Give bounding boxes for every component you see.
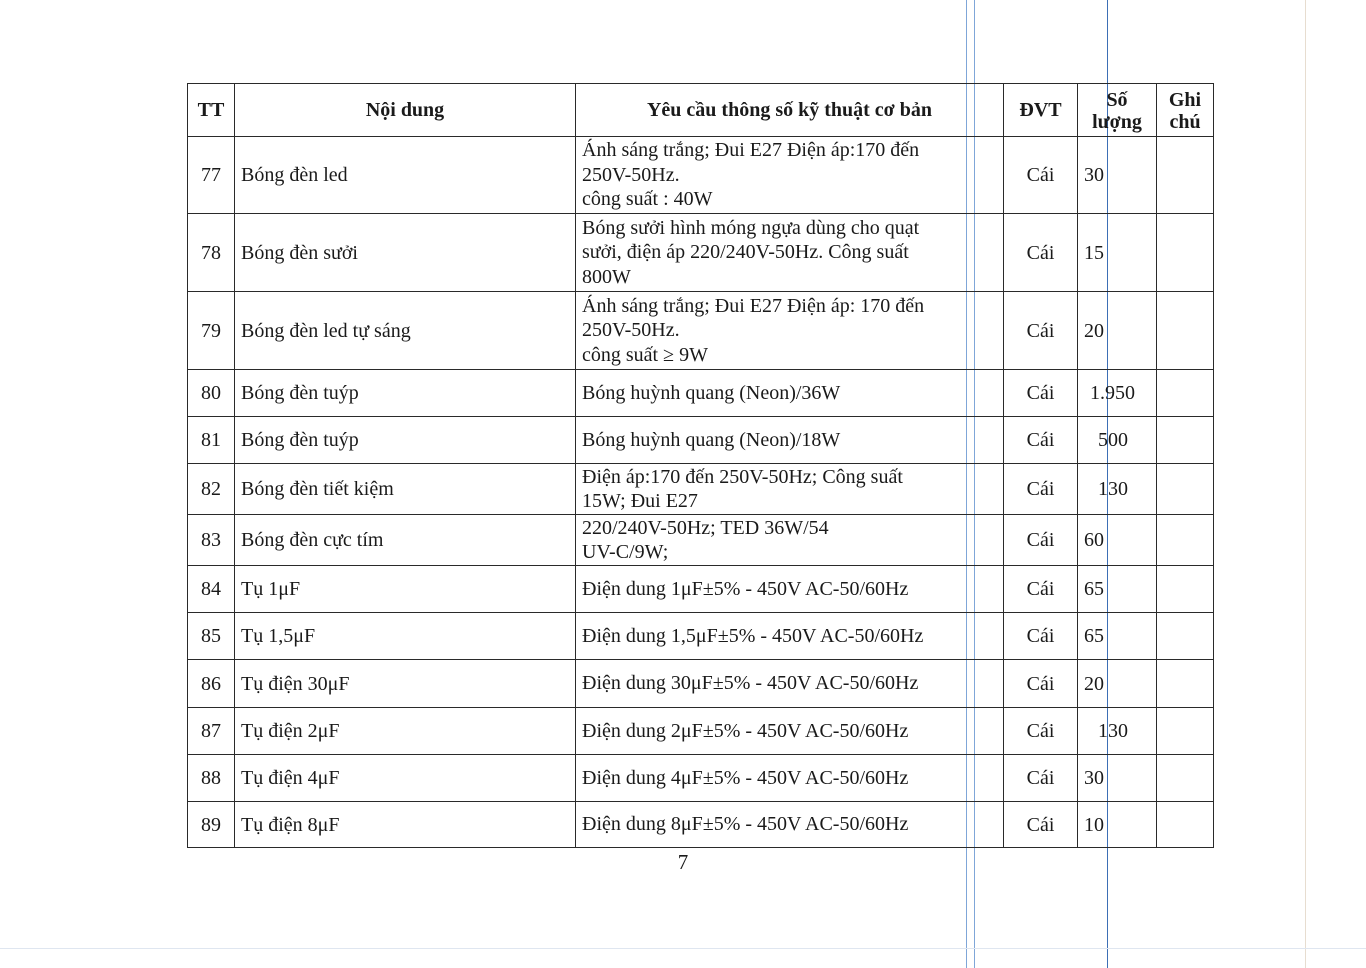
cell-quantity: 10 xyxy=(1078,802,1157,848)
cell-spec: Điện dung 8μF±5% - 450V AC-50/60Hz xyxy=(576,802,1004,848)
cell-tt: 88 xyxy=(188,755,235,802)
cell-unit: Cái xyxy=(1004,370,1078,417)
cell-note xyxy=(1157,755,1214,802)
header-tt: TT xyxy=(188,84,235,137)
cell-unit: Cái xyxy=(1004,566,1078,613)
cell-content: Tụ điện 4μF xyxy=(235,755,576,802)
cell-content: Tụ điện 8μF xyxy=(235,802,576,848)
cell-quantity: 30 xyxy=(1078,137,1157,214)
table-row xyxy=(188,566,1214,613)
table-row xyxy=(188,370,1214,417)
cell-spec: Ánh sáng trắng; Đui E27 Điện áp:170 đến 250V-50Hz. công suất : 40W xyxy=(576,137,1004,214)
cell-spec: Ánh sáng trắng; Đui E27 Điện áp: 170 đến 250V-50Hz. công suất ≥ 9W xyxy=(576,292,1004,370)
cell-note xyxy=(1157,515,1214,566)
header-spec: Yêu cầu thông số kỹ thuật cơ bản xyxy=(576,84,1004,137)
cell-tt: 79 xyxy=(188,292,235,370)
cell-tt: 82 xyxy=(188,464,235,515)
table-header-row xyxy=(188,84,1214,137)
table-row xyxy=(188,417,1214,464)
cell-note xyxy=(1157,214,1214,292)
cell-spec: Bóng huỳnh quang (Neon)/36W xyxy=(576,370,1004,417)
cell-content: Bóng đèn led tự sáng xyxy=(235,292,576,370)
cell-content: Bóng đèn tuýp xyxy=(235,370,576,417)
cell-quantity: 15 xyxy=(1078,214,1157,292)
cell-unit: Cái xyxy=(1004,292,1078,370)
table-row xyxy=(188,214,1214,292)
cell-tt: 80 xyxy=(188,370,235,417)
cell-spec: Bóng sưởi hình móng ngựa dùng cho quạt sưởi, điện áp 220/240V-50Hz. Công suất 800W xyxy=(576,214,1004,292)
cell-tt: 87 xyxy=(188,708,235,755)
cell-quantity: 20 xyxy=(1078,292,1157,370)
cell-spec: Điện dung 2μF±5% - 450V AC-50/60Hz xyxy=(576,708,1004,755)
cell-unit: Cái xyxy=(1004,802,1078,848)
header-quantity xyxy=(1078,84,1157,137)
cell-content: Tụ điện 30μF xyxy=(235,660,576,708)
cell-spec: Điện dung 1,5μF±5% - 450V AC-50/60Hz xyxy=(576,613,1004,660)
cell-quantity: 60 xyxy=(1078,515,1157,566)
scan-artifact-line xyxy=(0,948,1366,949)
cell-content: Bóng đèn tiết kiệm xyxy=(235,464,576,515)
cell-content: Bóng đèn sưởi xyxy=(235,214,576,292)
cell-quantity: 500 xyxy=(1078,417,1157,464)
cell-content: Tụ 1μF xyxy=(235,566,576,613)
cell-tt: 89 xyxy=(188,802,235,848)
cell-unit: Cái xyxy=(1004,755,1078,802)
cell-quantity: 30 xyxy=(1078,755,1157,802)
header-content: Nội dung xyxy=(235,84,576,137)
cell-quantity: 130 xyxy=(1078,708,1157,755)
table-row xyxy=(188,515,1214,566)
cell-note xyxy=(1157,613,1214,660)
cell-spec: Điện áp:170 đến 250V-50Hz; Công suất 15W; Đui E27 xyxy=(576,464,1004,515)
cell-note xyxy=(1157,566,1214,613)
cell-note xyxy=(1157,292,1214,370)
cell-tt: 85 xyxy=(188,613,235,660)
specification-table xyxy=(187,83,1214,848)
page-number: 7 xyxy=(677,850,689,874)
cell-note xyxy=(1157,464,1214,515)
cell-unit: Cái xyxy=(1004,708,1078,755)
table-row xyxy=(188,755,1214,802)
cell-quantity: 130 xyxy=(1078,464,1157,515)
cell-quantity: 65 xyxy=(1078,566,1157,613)
cell-spec: 220/240V-50Hz; TED 36W/54 UV-C/9W; xyxy=(576,515,1004,566)
cell-content: Bóng đèn led xyxy=(235,137,576,214)
cell-unit: Cái xyxy=(1004,660,1078,708)
cell-tt: 83 xyxy=(188,515,235,566)
cell-tt: 84 xyxy=(188,566,235,613)
table-row xyxy=(188,708,1214,755)
cell-tt: 77 xyxy=(188,137,235,214)
table-row xyxy=(188,292,1214,370)
header-note-line2: chú xyxy=(1169,111,1201,133)
cell-spec: Điện dung 1μF±5% - 450V AC-50/60Hz xyxy=(576,566,1004,613)
cell-unit: Cái xyxy=(1004,613,1078,660)
cell-content: Tụ 1,5μF xyxy=(235,613,576,660)
table-row xyxy=(188,802,1214,848)
cell-note xyxy=(1157,417,1214,464)
cell-note xyxy=(1157,137,1214,214)
cell-unit: Cái xyxy=(1004,214,1078,292)
header-quantity-line1: Số xyxy=(1106,89,1128,111)
table-row xyxy=(188,137,1214,214)
header-note xyxy=(1157,84,1214,137)
cell-quantity: 1.950 xyxy=(1078,370,1157,417)
cell-content: Bóng đèn cực tím xyxy=(235,515,576,566)
cell-spec: Điện dung 4μF±5% - 450V AC-50/60Hz xyxy=(576,755,1004,802)
cell-unit: Cái xyxy=(1004,137,1078,214)
cell-tt: 81 xyxy=(188,417,235,464)
cell-spec: Bóng huỳnh quang (Neon)/18W xyxy=(576,417,1004,464)
cell-unit: Cái xyxy=(1004,515,1078,566)
header-note-line1: Ghi xyxy=(1168,89,1202,111)
cell-note xyxy=(1157,802,1214,848)
cell-content: Bóng đèn tuýp xyxy=(235,417,576,464)
cell-quantity: 20 xyxy=(1078,660,1157,708)
cell-tt: 86 xyxy=(188,660,235,708)
table-row xyxy=(188,660,1214,708)
header-quantity-line2: lượng xyxy=(1092,111,1142,133)
cell-note xyxy=(1157,370,1214,417)
cell-note xyxy=(1157,708,1214,755)
cell-unit: Cái xyxy=(1004,417,1078,464)
table-row xyxy=(188,613,1214,660)
cell-quantity: 65 xyxy=(1078,613,1157,660)
table-row xyxy=(188,464,1214,515)
header-unit: ĐVT xyxy=(1004,84,1078,137)
scan-artifact-line xyxy=(1305,0,1306,968)
cell-note xyxy=(1157,660,1214,708)
cell-unit: Cái xyxy=(1004,464,1078,515)
cell-tt: 78 xyxy=(188,214,235,292)
cell-content: Tụ điện 2μF xyxy=(235,708,576,755)
cell-spec: Điện dung 30μF±5% - 450V AC-50/60Hz xyxy=(576,660,1004,708)
